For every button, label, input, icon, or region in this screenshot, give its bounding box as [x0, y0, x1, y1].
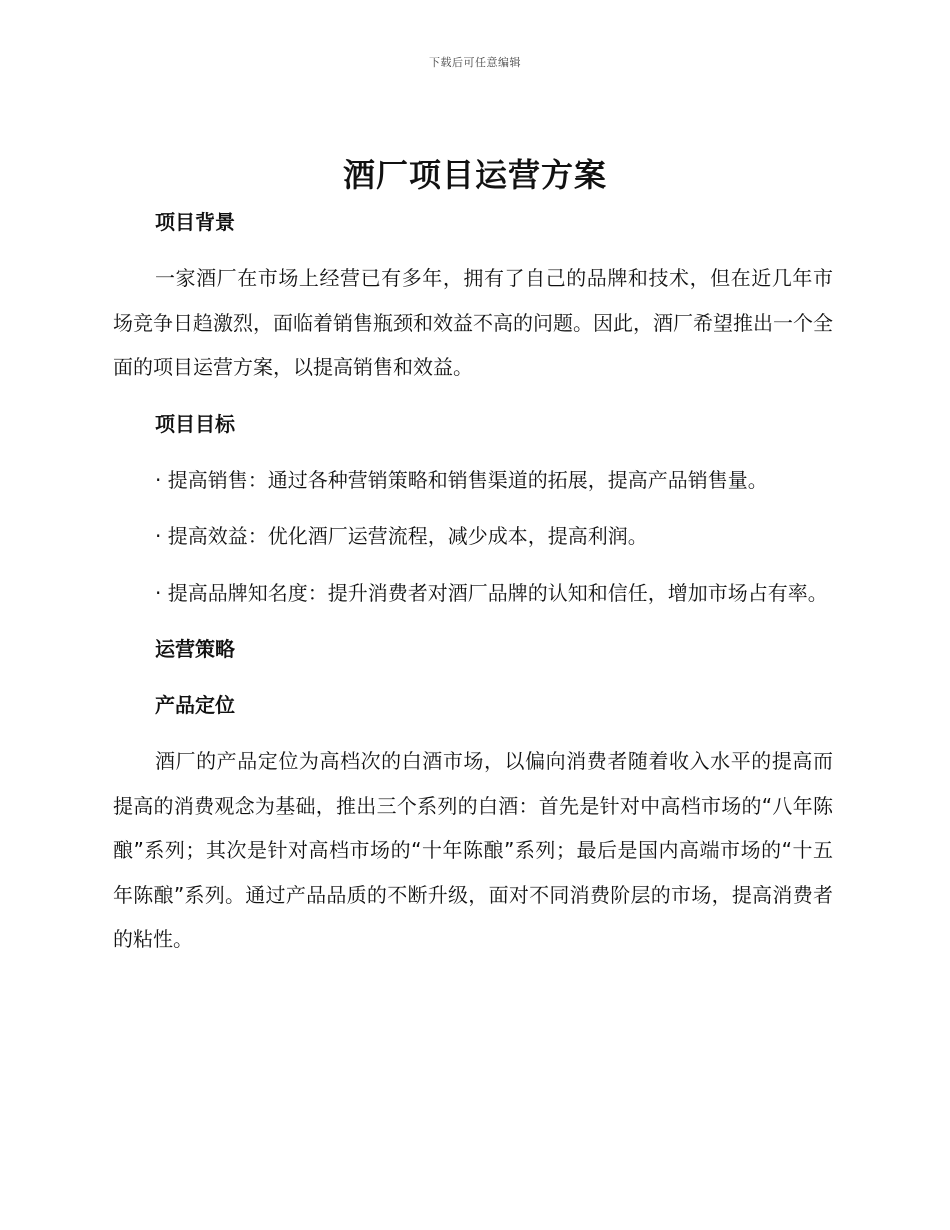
subsection-heading-positioning: 产品定位: [155, 693, 235, 717]
document-title: 酒厂项目运营方案: [342, 156, 607, 194]
goal-item-brand: · 提高品牌知名度：提升消费者对酒厂品牌的认知和信任，增加市场占有率。: [155, 580, 828, 605]
positioning-paragraph: 酒厂的产品定位为高档次的白酒市场，以偏向消费者随着收入水平的提高而提高的消费观念为基础，推出三个系列的白酒：首先是针对中高档市场的“八年陈酿”系列；其次是针对高档市场的“十年陈酿”系列；最后是国内高端市场的“十五年陈酿”系列。通过产品品质的不断升级，面对不同消费阶层的市场，提高消费者的粘性。: [113, 749, 833, 951]
goal-item-sales: · 提高销售：通过各种营销策略和销售渠道的拓展，提高产品销售量。: [155, 467, 768, 492]
page-header-note: 下载后可任意编辑: [429, 56, 521, 69]
goal-item-efficiency: · 提高效益：优化酒厂运营流程，减少成本，提高利润。: [155, 524, 648, 548]
section-heading-goals: 项目目标: [155, 411, 235, 436]
section-heading-strategy: 运营策略: [155, 637, 235, 661]
document-body: [113, 200, 833, 962]
background-paragraph: 一家酒厂在市场上经营已有多年，拥有了自己的品牌和技术，但在近几年市场竞争日趋激烈，面临着销售瓶颈和效益不高的问题。因此，酒厂希望推出一个全面的项目运营方案，以提高销售和效益。: [113, 266, 833, 379]
section-heading-background: 项目背景: [155, 210, 235, 234]
